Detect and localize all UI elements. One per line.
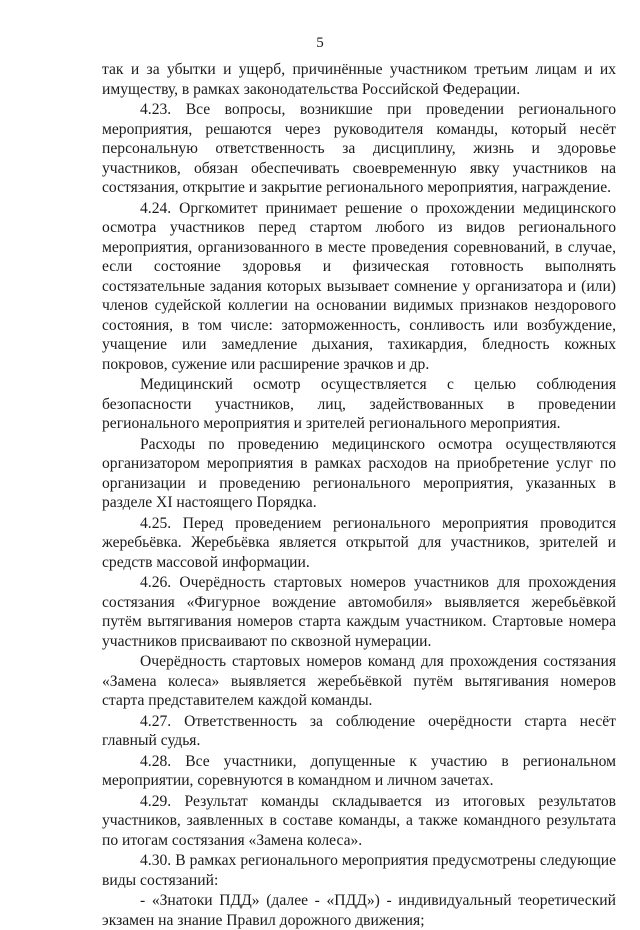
- paragraph-4-24: 4.24. Оргкомитет принимает решение о прохождении медицинского осмотра участников перед стартом любого из видов регионального мероприятия, организованного в месте проведения соревнований, в случае, если состояние здоровья и физическая готовность выполнять состязательные задания которых вызывает сомнение у организатора и (или) членов судейской коллегии на основании видимых признаков нездорового состояния, в том числе: заторможенность, сонливость или возбуждение, учащение или замедление дыхания, тахикардия, бледность кожных покровов, сужение или расширение зрачков и др.: [102, 199, 616, 373]
- paragraph-4-25: 4.25. Перед проведением регионального мероприятия проводится жеребьёвка. Жеребьёвка является открытой для участников, зрителей и средств массовой информации.: [102, 514, 616, 571]
- paragraph-continuation: так и за убытки и ущерб, причинённые участником третьим лицам и их имуществу, в рамках законодательства Российской Федерации.: [102, 61, 616, 98]
- paragraph-expenses: Расходы по проведению медицинского осмотра осуществляются организатором мероприятия в рамках расходов на приобретение услуг по организации и проведению регионального мероприятия, указанных в разделе XI настоящего Порядка.: [102, 435, 616, 511]
- page-number: 5: [316, 35, 324, 51]
- paragraph-team-order: Очерёдность стартовых номеров команд для прохождения состязания «Замена колеса» выявляется жеребьёвкой путём вытягивания номеров старта представителем каждой команды.: [102, 653, 616, 709]
- paragraph-4-28: 4.28. Все участники, допущенные к участию в региональном мероприятии, соревнуются в командном и личном зачетах.: [102, 752, 616, 789]
- paragraph-4-29: 4.29. Результат команды складывается из итоговых результатов участников, заявленных в составе команды, а также командного результата по итогам состязания «Замена колеса».: [102, 792, 616, 849]
- document-body: [102, 60, 616, 930]
- paragraph-4-30: 4.30. В рамках регионального мероприятия предусмотрены следующие виды состязаний:: [102, 852, 616, 889]
- paragraph-4-27: 4.27. Ответственность за соблюдение очерёдности старта несёт главный судья.: [102, 712, 616, 749]
- paragraph-medical-exam: Медицинский осмотр осуществляется с целью соблюдения безопасности участников, лиц, задействованных в проведении регионального мероприятия и зрителей регионального мероприятия.: [102, 376, 616, 432]
- paragraph-4-26: 4.26. Очерёдность стартовых номеров участников для прохождения состязания «Фигурное вождение автомобиля» выявляется жеребьёвкой путём вытягивания номеров старта каждым участником. Стартовые номера участников присваивают по сквозной нумерации.: [102, 574, 616, 650]
- list-item-pdd: - «Знатоки ПДД» (далее - «ПДД») - индивидуальный теоретический экзамен на знание Правил дорожного движения;: [102, 892, 616, 929]
- paragraph-4-23: 4.23. Все вопросы, возникшие при проведении регионального мероприятия, решаются через руководителя команды, который несёт персональную ответственность за дисциплину, жизнь и здоровье участников, обязан обеспечивать своевременную явку участников на состязания, открытие и закрытие регионального мероприятия, награждение.: [102, 101, 616, 196]
